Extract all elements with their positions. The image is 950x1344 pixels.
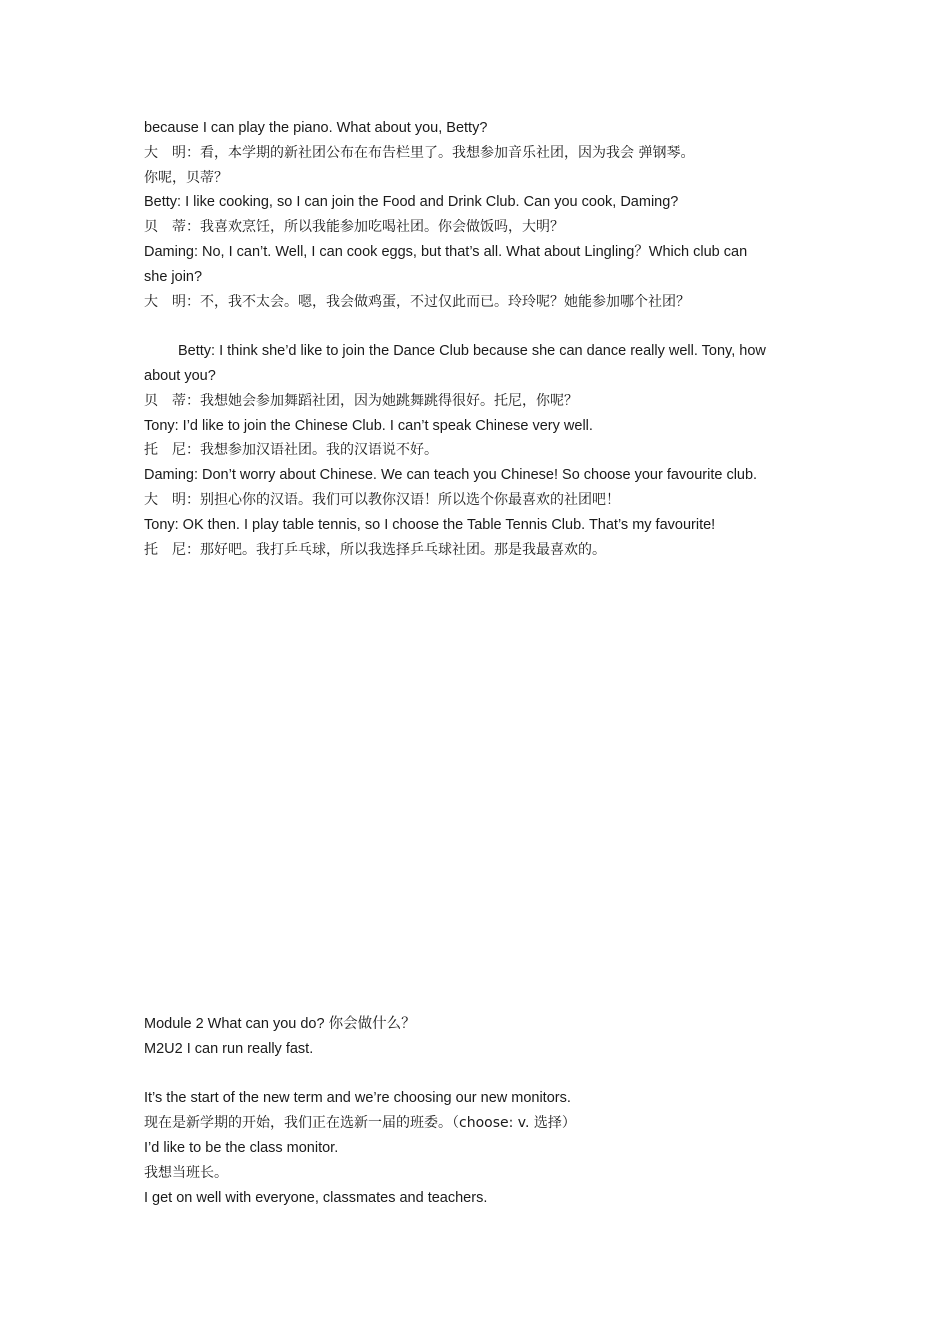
- text-line: 我想当班长。: [144, 1164, 228, 1181]
- text-line: 大 明：不，我不太会。嗯，我会做鸡蛋，不过仅此而已。玲玲呢？她能参加哪个社团？: [144, 293, 690, 310]
- dialogue-section: [144, 116, 812, 562]
- module-section: [144, 1012, 812, 1210]
- text-line: Daming: No, I can’t. Well, I can cook eggs, but that’s all. What about Lingling？Which club can: [144, 243, 748, 260]
- text-line: Tony: OK then. I play table tennis, so I choose the Table Tennis Club. That’s my favourite!: [144, 516, 716, 533]
- blank-line: [144, 314, 812, 339]
- text-line: about you?: [144, 367, 216, 384]
- text-line: because I can play the piano. What about you, Betty?: [144, 120, 488, 136]
- text-line: 你呢，贝蒂？: [144, 169, 228, 186]
- text-line: 贝 蒂：我喜欢烹饪，所以我能参加吃喝社团。你会做饭吗，大明？: [144, 219, 564, 236]
- text-line: 现在是新学期的开始，我们正在选新一届的班委。（choose: v. 选择）: [144, 1115, 576, 1132]
- text-line: I get on well with everyone, classmates and teachers.: [144, 1189, 488, 1206]
- text-line: 大 明：看，本学期的新社团公布在布告栏里了。我想参加音乐社团，因为我会 弹钢琴。: [144, 144, 695, 161]
- blank-line: [144, 1062, 812, 1087]
- text-line: Daming: Don’t worry about Chinese. We can teach you Chinese! So choose your favourite club.: [144, 467, 758, 484]
- text-line: 贝 蒂：我想她会参加舞蹈社团，因为她跳舞跳得很好。托尼，你呢？: [144, 392, 578, 409]
- module-title: Module 2 What can you do? 你会做什么？: [144, 1016, 416, 1032]
- text-line: she join?: [144, 268, 203, 285]
- text-line: 托 尼：那好吧。我打乒乓球，所以我选择乒乓球社团。那是我最喜欢的。: [144, 541, 606, 558]
- text-line: Betty: I think she’d like to join the Dance Club because she can dance really well. Tony, how: [178, 343, 766, 360]
- text-line: 托 尼：我想参加汉语社团。我的汉语说不好。: [144, 442, 438, 459]
- text-line: I’d like to be the class monitor.: [144, 1139, 339, 1156]
- text-line: Betty: I like cooking, so I can join the Food and Drink Club. Can you cook, Daming?: [144, 194, 679, 211]
- text-line: 大 明：别担心你的汉语。我们可以教你汉语！所以选个你最喜欢的社团吧！: [144, 491, 620, 508]
- unit-title: M2U2 I can run really fast.: [144, 1040, 314, 1057]
- text-line: Tony: I’d like to join the Chinese Club. I can’t speak Chinese very well.: [144, 417, 593, 434]
- text-line: It’s the start of the new term and we’re choosing our new monitors.: [144, 1090, 571, 1107]
